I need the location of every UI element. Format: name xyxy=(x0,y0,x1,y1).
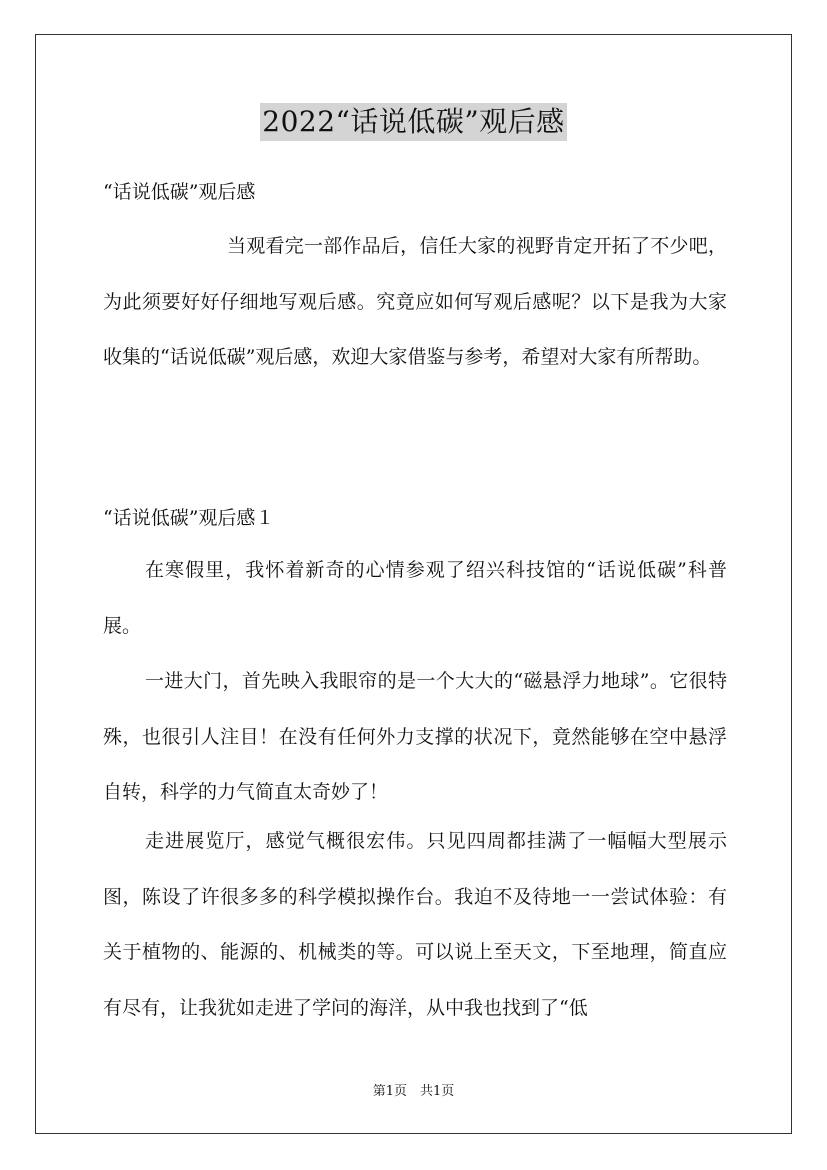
body-paragraph: 走进展览厅，感觉气概很宏伟。只见四周都挂满了一幅幅大型展示图，陈设了许很多多的科学模拟操作台。我迫不及待地一一尝试体验：有关于植物的、能源的、机械类的等。可以说上至天文，下至地理，简直应有尽有，让我犹如走进了学问的海洋，从中我也找到了“低 xyxy=(103,830,727,1019)
intro-paragraph: 当观看完一部作品后，信任大家的视野肯定开拓了不少吧，为此须要好好仔细地写观后感。究竟应如何写观后感呢？以下是我为大家收集的“话说低碳”观后感，欢迎大家借鉴与参考，希望对大家有所帮助。 xyxy=(103,235,727,368)
body-paragraph: 一进大门，首先映入我眼帘的是一个大大的“磁悬浮力地球”。它很特殊，也很引人注目！在没有任何外力支撑的状况下，竟然能够在空中悬浮自转，科学的力气简直太奇妙了！ xyxy=(103,670,727,803)
intro-heading: “话说低碳”观后感 xyxy=(103,181,256,203)
title-container xyxy=(0,103,827,141)
section1-heading: “话说低碳”观后感１ xyxy=(103,507,275,529)
body-paragraph: 在寒假里，我怀着新奇的心情参观了绍兴科技馆的“话说低碳”科普展。 xyxy=(103,559,727,637)
document-title: 2022“话说低碳”观后感 xyxy=(260,103,566,141)
page-footer: 第1页 共1页 xyxy=(372,1084,455,1099)
